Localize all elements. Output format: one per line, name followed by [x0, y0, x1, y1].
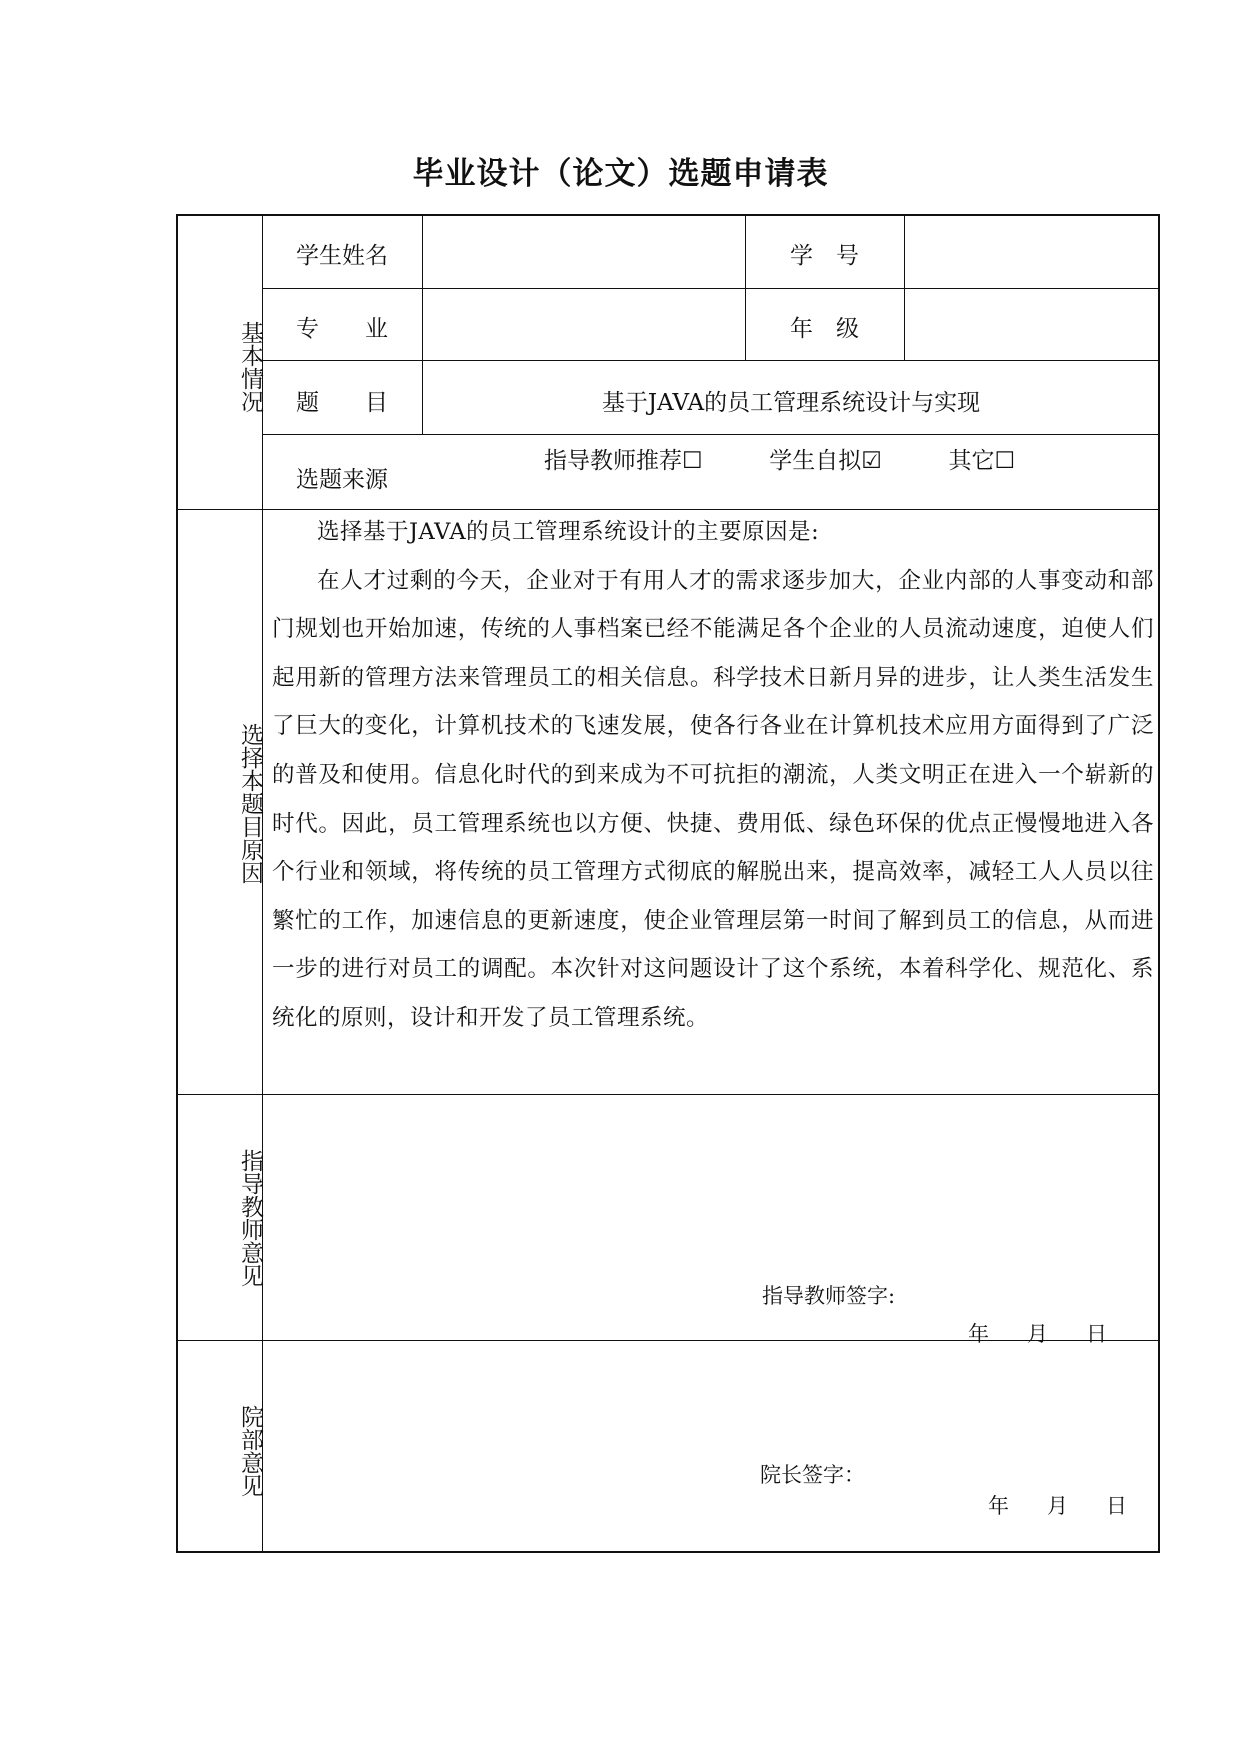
- student-id-field[interactable]: [912, 237, 1152, 267]
- major-field[interactable]: [430, 310, 740, 340]
- source-option-other[interactable]: [949, 448, 1016, 474]
- checkbox-icon: ☐: [682, 448, 703, 474]
- checkbox-checked-icon: ☑: [861, 448, 882, 474]
- advisor-date: [968, 1318, 1107, 1348]
- reason-text: [272, 508, 1154, 1043]
- page-title: 毕业设计（论文）选题申请表: [412, 156, 829, 192]
- date-year: 年: [988, 1494, 1009, 1518]
- section-divider: [178, 1094, 1160, 1095]
- advisor-signature-label: 指导教师签字:: [762, 1284, 896, 1308]
- date-year: 年: [968, 1322, 989, 1346]
- date-day: 日: [1086, 1322, 1107, 1346]
- reason-paragraph: 在人才过剩的今天，企业对于有用人才的需求逐步加大，企业内部的人事变动和部门规划也开始加速，传统的人事档案已经不能满足各个企业的人员流动速度，迫使人们起用新的管理方法来管理员工的相关信息。科学技术日新月异的进步，让人类生活发生了巨大的变化，计算机技术的飞速发展，使各行各业在计算机技术应用方面得到了广泛的普及和使用。信息化时代的到来成为不可抗拒的潮流，人类文明正在进入一个崭新的时代。因此，员工管理系统也以方便、快捷、费用低、绿色环保的优点正慢慢地进入各个行业和领域，将传统的员工管理方式彻底的解脱出来，提高效率，减轻工人人员以往繁忙的工作，加速信息的更新速度，使企业管理层第一时间了解到员工的信息，从而进一步的进行对员工的调配。本次针对这问题设计了这个系统，本着科学化、规范化、系统化的原则，设计和开发了员工管理系统。: [272, 567, 1154, 1031]
- dean-signature-label: 院长签字：: [760, 1463, 865, 1487]
- row-divider: [262, 288, 1160, 289]
- major-label: 专 业: [296, 316, 388, 342]
- date-month: 月: [1027, 1322, 1048, 1346]
- row-divider: [262, 434, 1160, 435]
- student-id-label: 学 号: [790, 243, 859, 269]
- basic-info-section-label: 基本情况: [237, 321, 263, 413]
- checkbox-icon: ☐: [994, 448, 1016, 474]
- grade-label: 年 级: [790, 316, 859, 342]
- date-day: 日: [1106, 1494, 1127, 1518]
- student-name-label: 学生姓名: [296, 243, 388, 269]
- row-divider: [262, 360, 1160, 361]
- dept-section-label: 院部意见: [237, 1405, 263, 1497]
- application-form: [176, 214, 1160, 1553]
- reason-paragraph: 选择基于JAVA的员工管理系统设计的主要原因是:: [317, 519, 820, 545]
- source-option-label: 指导教师推荐: [544, 448, 682, 474]
- source-option-self[interactable]: [769, 448, 889, 474]
- topic-value: 基于JAVA的员工管理系统设计与实现: [601, 390, 981, 416]
- dept-date: [988, 1490, 1127, 1520]
- source-option-label: 其它: [948, 448, 995, 474]
- source-option-advisor[interactable]: [544, 448, 710, 474]
- source-option-label: 学生自拟: [769, 448, 862, 474]
- reason-section-label: 选择本题目原因: [237, 722, 263, 884]
- topic-label: 题 目: [296, 390, 388, 416]
- grade-field[interactable]: [912, 310, 1152, 340]
- student-name-field[interactable]: [430, 237, 740, 267]
- advisor-section-label: 指导教师意见: [237, 1149, 263, 1287]
- field-divider: [904, 216, 905, 360]
- source-label: 选题来源: [296, 467, 388, 493]
- source-options: [544, 442, 1015, 475]
- date-month: 月: [1047, 1494, 1068, 1518]
